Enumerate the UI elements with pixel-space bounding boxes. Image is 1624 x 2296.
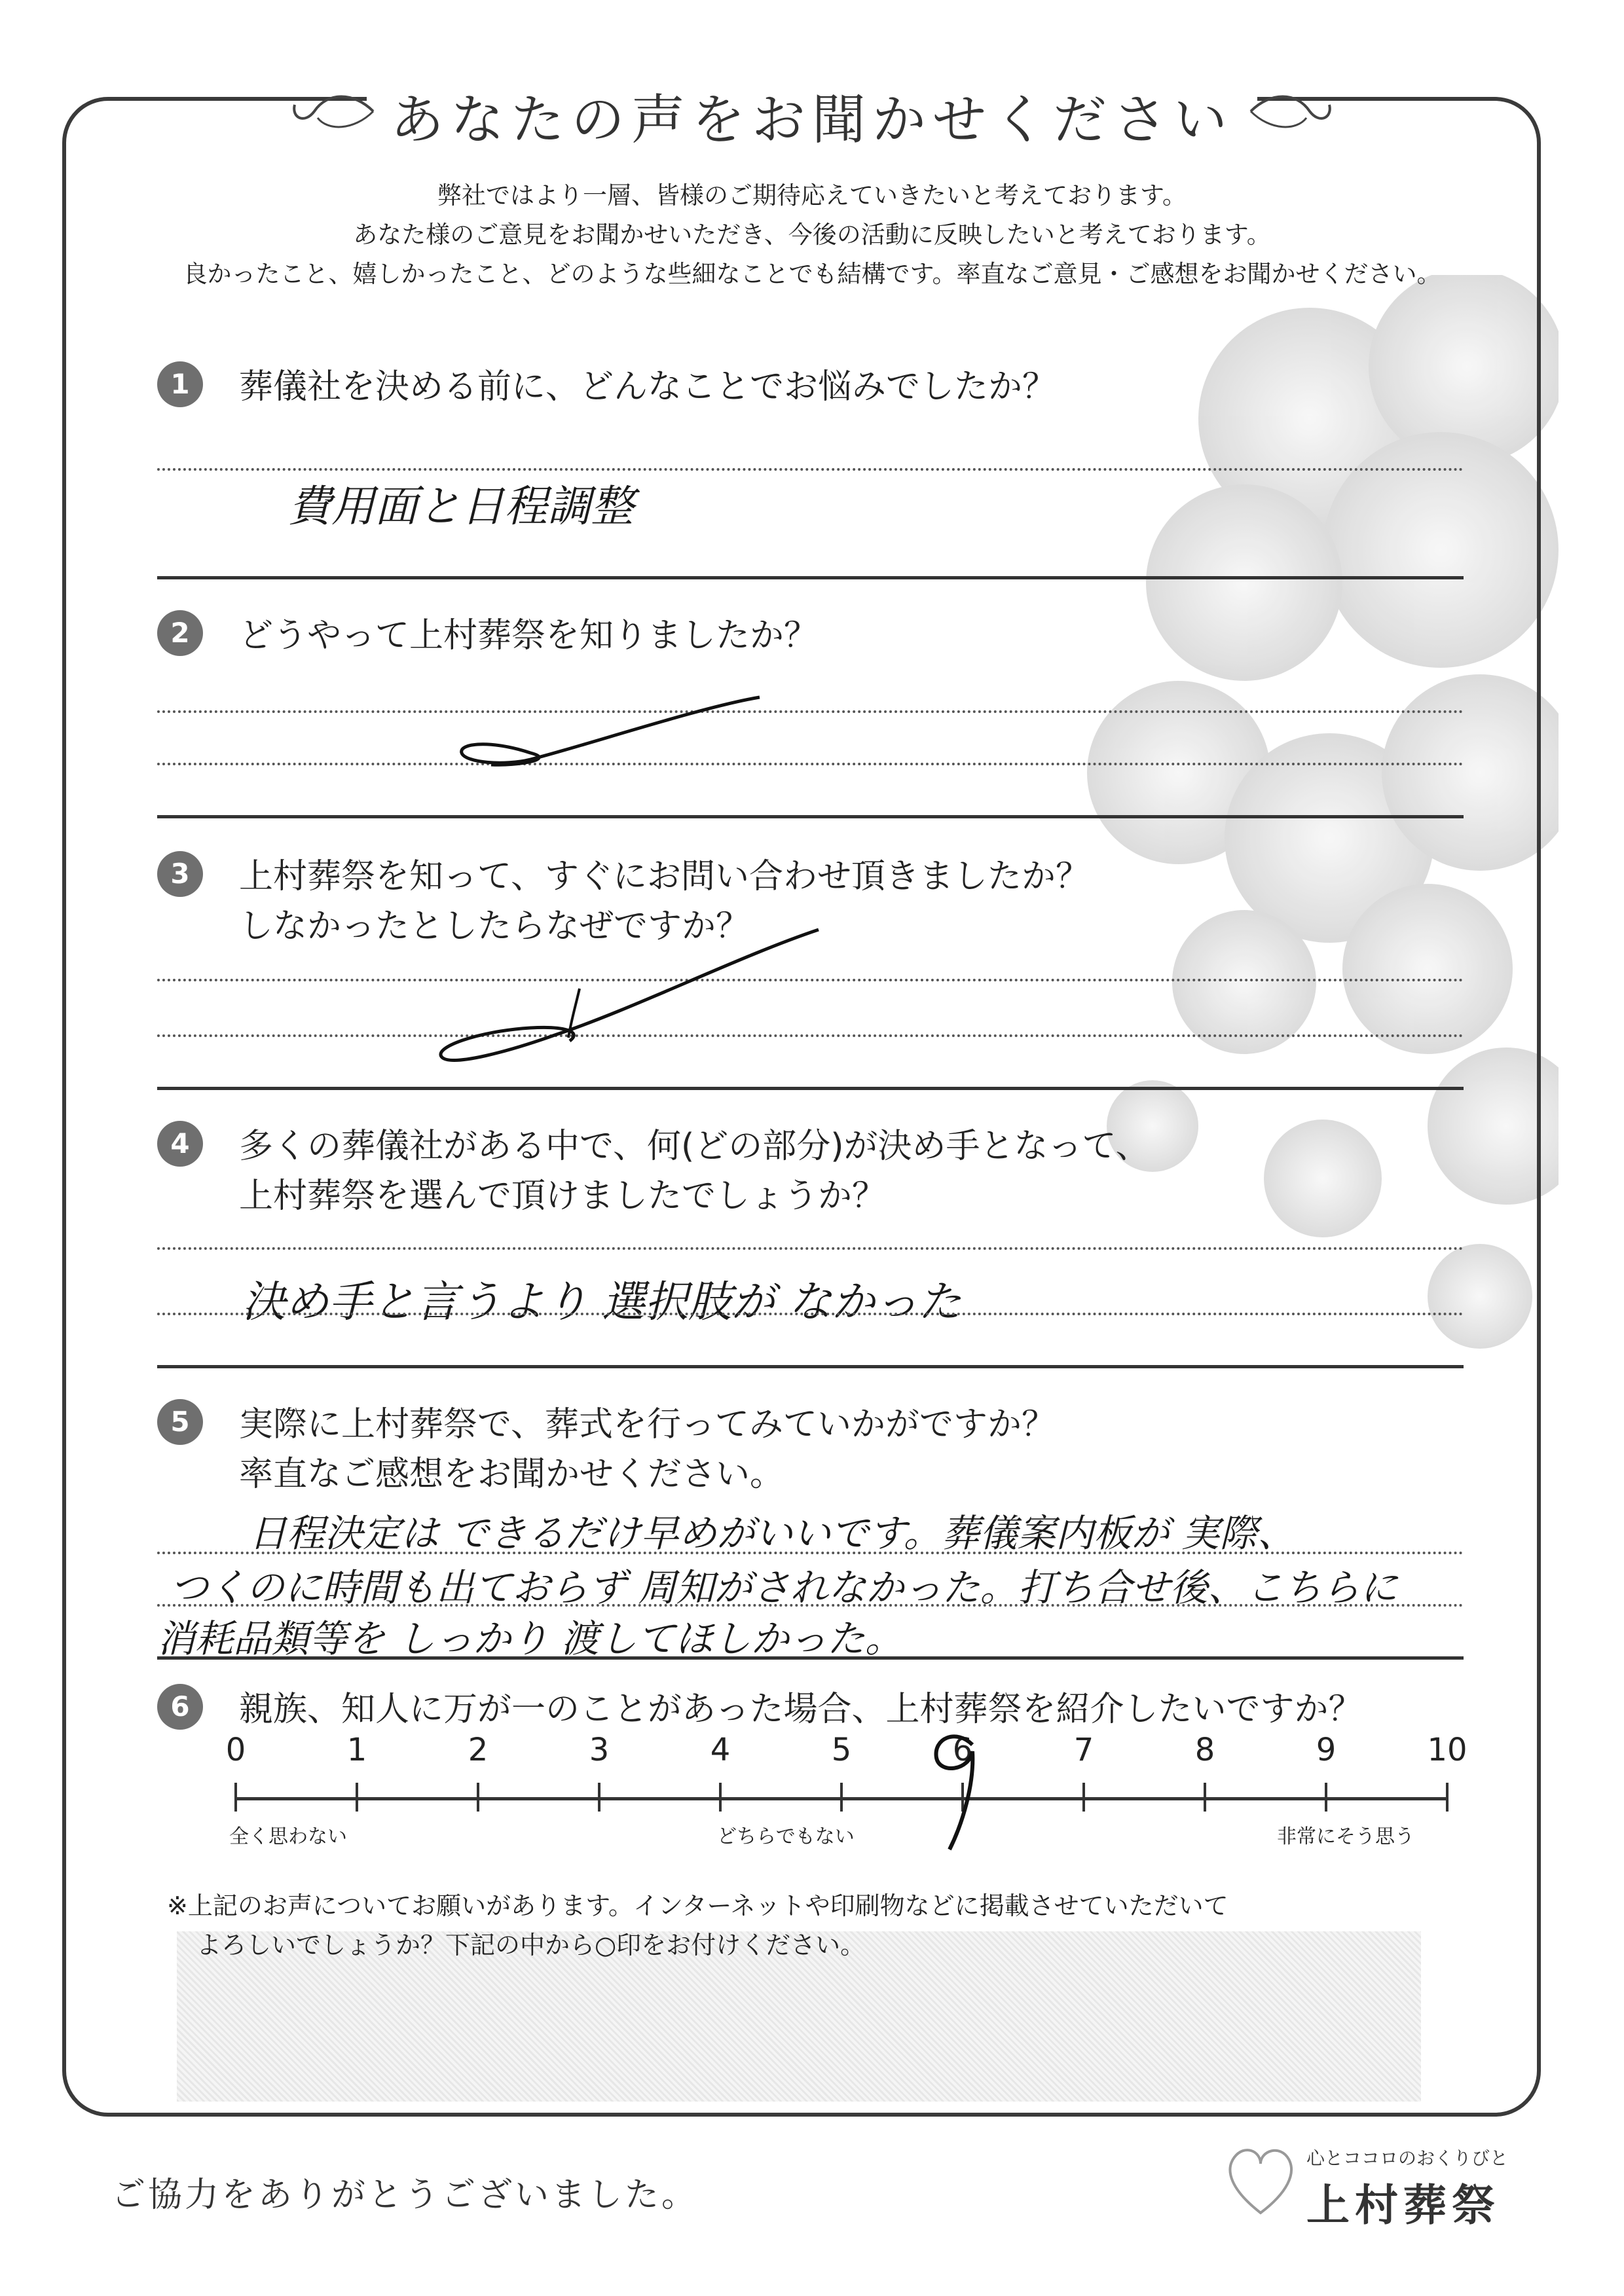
question-5-badge: 5 <box>157 1399 203 1445</box>
question-3-text-2: しなかったとしたらなぜですか？ <box>239 907 750 946</box>
answer-line <box>157 1247 1464 1250</box>
scale-tick-label[interactable]: 8 <box>1194 1732 1215 1768</box>
question-4-text: 多くの葬儀社がある中で、何(どの部分)が決め手となって、 <box>239 1127 1150 1166</box>
scale-tick-label[interactable]: 10 <box>1427 1732 1467 1768</box>
scale-tick-label[interactable]: 5 <box>831 1732 852 1768</box>
scale-tick-mark <box>1446 1783 1449 1812</box>
question-6-text: 親族、知人に万が一のことがあった場合、上村葬祭を紹介したいですか？ <box>239 1690 1363 1729</box>
question-5-answer-line-3: 消耗品類等を しっかり 渡してほしかった。 <box>157 1616 903 1661</box>
section-divider <box>157 576 1464 579</box>
answer-line <box>157 468 1464 471</box>
scale-tick-label[interactable]: 6 <box>952 1732 973 1768</box>
question-5-text-2: 率直なご感想をお聞かせください。 <box>239 1455 784 1494</box>
scale-tick-mark <box>1204 1783 1206 1812</box>
intro-line-2: あなた様のご意見をお聞かせいただき、今後の活動に反映したいと考えております。 <box>353 221 1271 249</box>
intro-line-3: 良かったこと、嬉しかったこと、どのような些細なことでも結構です。率直なご意見・ご感想をお聞かせください。 <box>183 260 1441 288</box>
scale-tick-mark <box>598 1783 600 1812</box>
thanks-footer: ご協力をありがとうございました。 <box>111 2176 699 2215</box>
scale-tick-mark <box>234 1783 237 1812</box>
scale-label-low: 全く思わない <box>229 1825 347 1848</box>
question-3-badge: 3 <box>157 851 203 897</box>
logo-tagline: 心とココロのおくりびと <box>1306 2147 1509 2169</box>
answer-line <box>157 1604 1464 1607</box>
question-3-strike-mark <box>426 917 858 1080</box>
scale-tick-mark <box>840 1783 843 1812</box>
intro-line-1: 弊社ではより一層、皆様のご期待応えていきたいと考えております。 <box>437 181 1187 210</box>
heart-logo-icon <box>1225 2141 1297 2219</box>
question-2-strike-mark <box>452 687 779 773</box>
note-line-1: ※上記のお声についてお願いがあります。インターネットや印刷物などに掲載させていただいて <box>167 1891 1228 1920</box>
scale-tick-label[interactable]: 7 <box>1073 1732 1094 1768</box>
scale-label-mid: どちらでもない <box>717 1825 855 1848</box>
scale-tick-mark <box>1082 1783 1085 1812</box>
question-5-answer-line-2: つくのに時間も出ておらず 周知がされなかった。打ち合せ後、こちらに <box>170 1565 1398 1610</box>
section-divider <box>157 815 1464 818</box>
logo-name: 上村葬祭 <box>1306 2180 1500 2231</box>
scale-tick-label[interactable]: 0 <box>225 1732 246 1768</box>
section-divider <box>157 1365 1464 1368</box>
question-6-badge: 6 <box>157 1684 203 1730</box>
question-2-text: どうやって上村葬祭を知りましたか？ <box>239 616 819 655</box>
scale-tick-label[interactable]: 2 <box>468 1732 489 1768</box>
question-4-text-2: 上村葬祭を選んで頂けましたでしょうか？ <box>239 1176 887 1216</box>
question-4-answer: 決め手と言うより 選択肢が なかった <box>242 1277 961 1327</box>
question-1-answer: 費用面と日程調整 <box>288 481 634 532</box>
answer-line <box>157 710 1464 713</box>
answer-line <box>157 1552 1464 1554</box>
answer-line <box>157 1313 1464 1315</box>
question-5-text: 実際に上村葬祭で、葬式を行ってみていかがですか？ <box>239 1405 1056 1444</box>
question-4-badge: 4 <box>157 1121 203 1167</box>
scale-tick-label[interactable]: 4 <box>710 1732 731 1768</box>
question-5-answer-line-1: 日程決定は できるだけ早めがいいです。葬儀案内板が 実際、 <box>249 1511 1296 1556</box>
section-divider <box>157 1656 1464 1660</box>
question-1-text: 葬儀社を決める前に、どんなことでお悩みでしたか？ <box>239 367 1057 407</box>
scale-tick-mark <box>356 1783 358 1812</box>
scale-label-high: 非常にそう思う <box>1277 1825 1414 1848</box>
note-line-2: よろしいでしょうか？下記の中から○印をお付けください。 <box>196 1931 866 1959</box>
scale-tick-mark <box>477 1783 479 1812</box>
scale-tick-mark <box>1325 1783 1327 1812</box>
answer-line <box>157 763 1464 765</box>
question-3-text: 上村葬祭を知って、すぐにお問い合わせ頂きましたか？ <box>239 857 1090 896</box>
scale-tick-label[interactable]: 9 <box>1316 1732 1337 1768</box>
section-divider <box>157 1087 1464 1090</box>
scale-tick-label[interactable]: 1 <box>346 1732 367 1768</box>
question-2-badge: 2 <box>157 610 203 656</box>
scale-tick-label[interactable]: 3 <box>589 1732 610 1768</box>
question-1-badge: 1 <box>157 361 203 407</box>
page-title: あなたの声をお聞かせください <box>390 89 1234 151</box>
selected-score-mark <box>917 1725 995 1869</box>
scale-tick-mark <box>719 1783 722 1812</box>
